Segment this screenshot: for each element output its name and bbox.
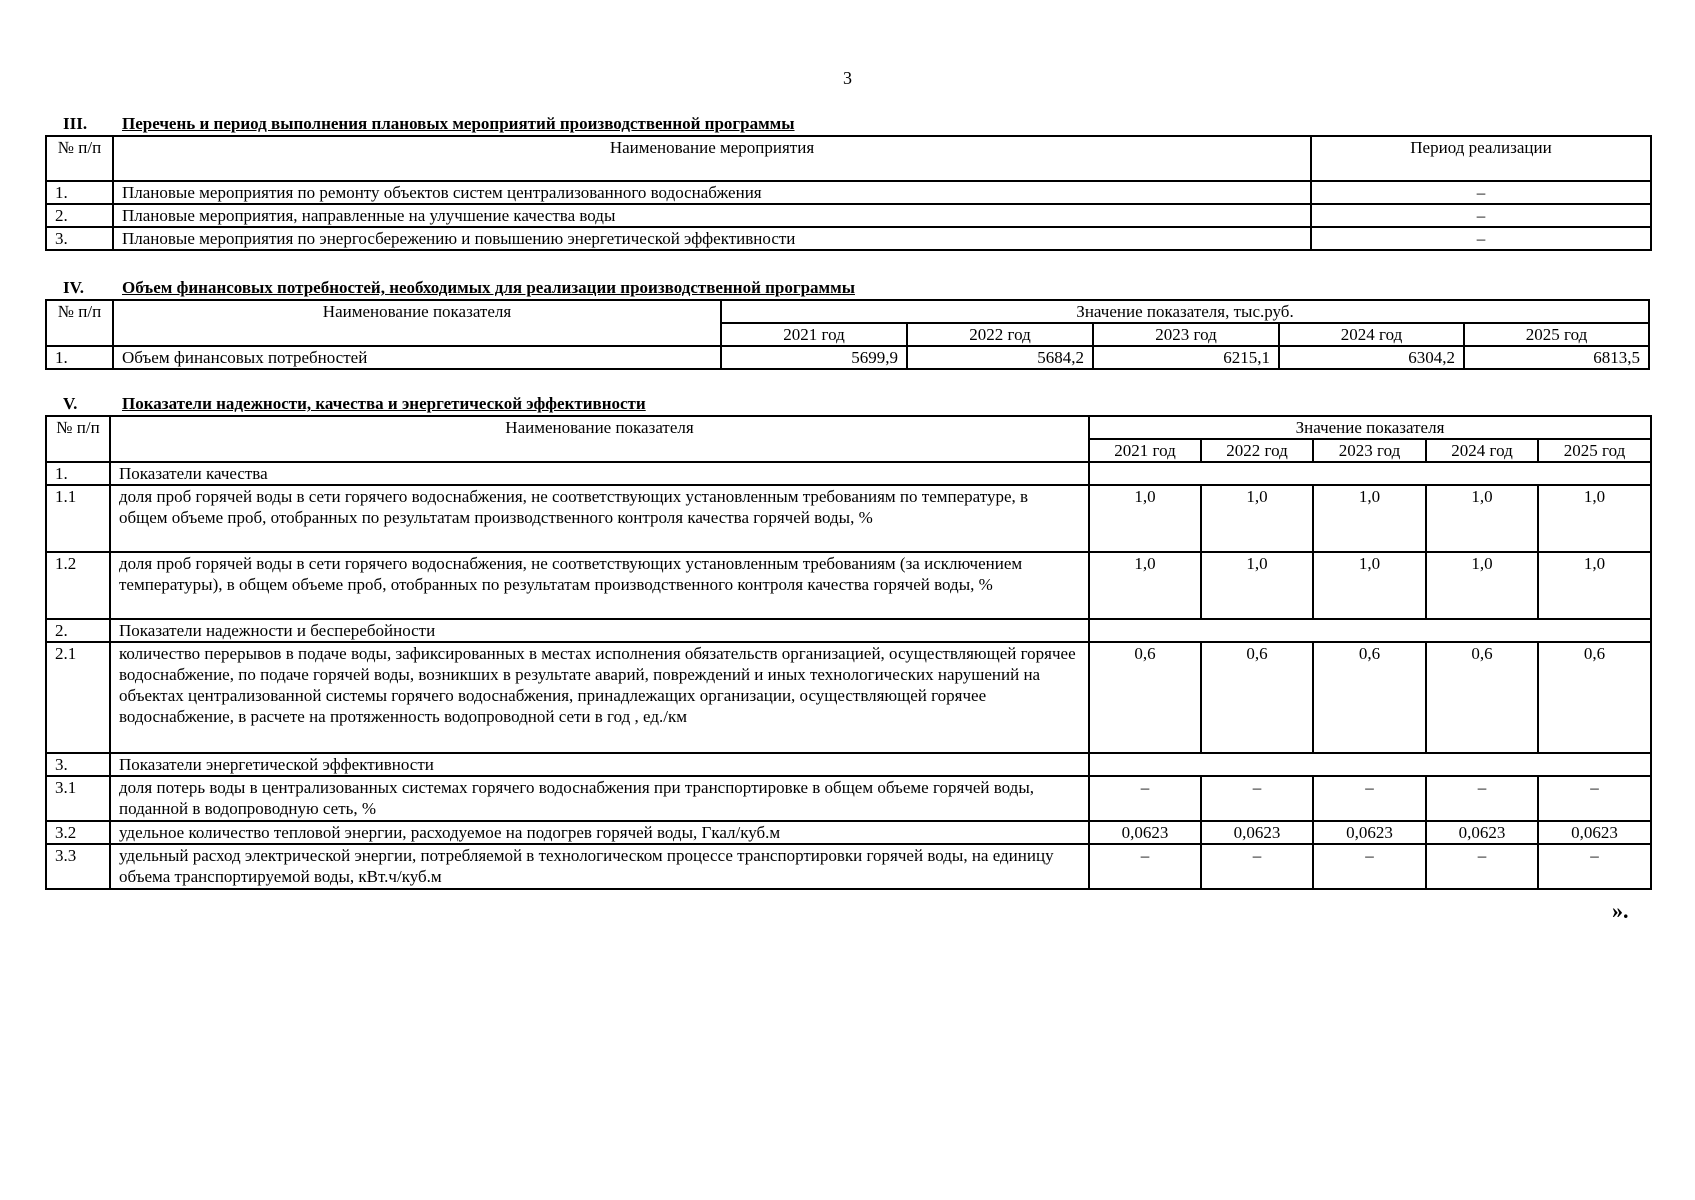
row-value: –: [1089, 844, 1201, 889]
table-row: [46, 227, 1651, 250]
section-5-title: Показатели надежности, качества и энергетической эффективности: [122, 394, 646, 413]
col-header-activity: Наименование мероприятия: [113, 136, 1311, 181]
table-row: [46, 485, 1651, 552]
row-value: –: [1313, 844, 1426, 889]
row-value: 1,0: [1201, 552, 1313, 619]
section-3-heading: [63, 114, 795, 134]
year-header: 2025 год: [1464, 323, 1649, 346]
col-header-period: Период реализации: [1311, 136, 1651, 181]
row-value: 1,0: [1201, 485, 1313, 552]
table-row: [46, 642, 1651, 753]
row-value: –: [1201, 844, 1313, 889]
row-value: 0,0623: [1426, 821, 1538, 844]
row-value: 0,6: [1089, 642, 1201, 753]
year-header: 2023 год: [1313, 439, 1426, 462]
row-value: 5684,2: [907, 346, 1093, 369]
section-3-header-row: [46, 136, 1651, 181]
section-5-number: V.: [63, 394, 78, 413]
table-row: [46, 204, 1651, 227]
table-row: [46, 844, 1651, 889]
col-header-value-group: Значение показателя, тыс.руб.: [721, 300, 1649, 323]
row-value: 1,0: [1089, 552, 1201, 619]
row-num: 2.: [46, 204, 113, 227]
row-num: 1.: [46, 346, 113, 369]
row-value: –: [1426, 776, 1538, 821]
row-value: 0,6: [1426, 642, 1538, 753]
col-header-value-group: Значение показателя: [1089, 416, 1651, 439]
row-value: 6215,1: [1093, 346, 1279, 369]
row-num: 3.2: [46, 821, 110, 844]
row-value: 0,0623: [1313, 821, 1426, 844]
empty-value-cell: [1089, 462, 1651, 485]
row-value: –: [1313, 776, 1426, 821]
row-value: –: [1201, 776, 1313, 821]
row-period: –: [1311, 204, 1651, 227]
row-activity: Плановые мероприятия, направленные на улучшение качества воды: [113, 204, 1311, 227]
section-3-title: Перечень и период выполнения плановых мероприятий производственной программы: [122, 114, 795, 133]
row-value: 1,0: [1313, 485, 1426, 552]
row-value: 0,6: [1313, 642, 1426, 753]
col-header-num: № п/п: [46, 416, 110, 462]
section-5-table: [45, 415, 1652, 890]
group-row: [46, 462, 1651, 485]
row-num: 3.: [46, 227, 113, 250]
row-period: –: [1311, 227, 1651, 250]
table-row: [46, 776, 1651, 821]
row-num: 3.: [46, 753, 110, 776]
section-4-title: Объем финансовых потребностей, необходимых для реализации производственной программы: [122, 278, 855, 297]
table-row: [46, 181, 1651, 204]
section-4-heading: [63, 278, 855, 298]
col-header-num: № п/п: [46, 136, 113, 181]
row-value: 0,0623: [1538, 821, 1651, 844]
row-indicator: Объем финансовых потребностей: [113, 346, 721, 369]
row-value: –: [1538, 776, 1651, 821]
row-indicator: удельное количество тепловой энергии, расходуемое на подогрев горячей воды, Гкал/куб.м: [110, 821, 1089, 844]
year-header: 2021 год: [1089, 439, 1201, 462]
year-header: 2021 год: [721, 323, 907, 346]
col-header-indicator: Наименование показателя: [113, 300, 721, 346]
section-3-table: [45, 135, 1652, 251]
col-header-num: № п/п: [46, 300, 113, 346]
row-num: 3.3: [46, 844, 110, 889]
row-indicator: доля потерь воды в централизованных системах горячего водоснабжения при транспортировке в общем объеме горячей воды, поданной в водопроводную сеть, %: [110, 776, 1089, 821]
section-3-number: III.: [63, 114, 88, 133]
empty-value-cell: [1089, 619, 1651, 642]
row-value: 6304,2: [1279, 346, 1464, 369]
year-header: 2024 год: [1426, 439, 1538, 462]
year-header: 2023 год: [1093, 323, 1279, 346]
col-header-indicator: Наименование показателя: [110, 416, 1089, 462]
group-row: [46, 753, 1651, 776]
row-num: 1.: [46, 462, 110, 485]
row-num: 3.1: [46, 776, 110, 821]
row-value: –: [1538, 844, 1651, 889]
row-period: –: [1311, 181, 1651, 204]
table-row: [46, 346, 1649, 369]
row-value: 1,0: [1538, 552, 1651, 619]
row-indicator: количество перерывов в подаче воды, зафиксированных в местах исполнения обязательств организацией, осуществляющей горячее водоснабжение, по подаче горячей воды, возникших в результате аварий, повреждений и иных технологических нарушений на объектах централизованной системы горячего водоснабжения, принадлежащих организации, осуществляющей горячее водоснабжение, в расчете на протяженность водопроводной сети в год , ед./км: [110, 642, 1089, 753]
row-activity: Плановые мероприятия по ремонту объектов систем централизованного водоснабжения: [113, 181, 1311, 204]
table-row: [46, 552, 1651, 619]
row-num: 1.1: [46, 485, 110, 552]
row-indicator: доля проб горячей воды в сети горячего водоснабжения, не соответствующих установленным требованиям (за исключением температуры), в общем объеме проб, отобранных по результатам производственного контроля качества горячей воды, %: [110, 552, 1089, 619]
row-value: 1,0: [1313, 552, 1426, 619]
year-header: 2024 год: [1279, 323, 1464, 346]
closing-quote-mark: ».: [1612, 898, 1629, 923]
group-row: [46, 619, 1651, 642]
empty-value-cell: [1089, 753, 1651, 776]
row-value: 1,0: [1426, 552, 1538, 619]
row-num: 2.: [46, 619, 110, 642]
year-header: 2022 год: [907, 323, 1093, 346]
table-row: [46, 821, 1651, 844]
year-header: 2022 год: [1201, 439, 1313, 462]
row-value: 0,0623: [1201, 821, 1313, 844]
row-num: 1.: [46, 181, 113, 204]
row-indicator: Показатели качества: [110, 462, 1089, 485]
section-4-number: IV.: [63, 278, 84, 297]
row-indicator: доля проб горячей воды в сети горячего водоснабжения, не соответствующих установленным требованиям по температуре, в общем объеме проб, отобранных по результатам производственного контроля качества горячей воды, %: [110, 485, 1089, 552]
row-value: 0,6: [1538, 642, 1651, 753]
section-4-header-row: [46, 300, 1649, 323]
page-number: 3: [843, 68, 852, 88]
section-5-header-row: [46, 416, 1651, 439]
row-value: 6813,5: [1464, 346, 1649, 369]
row-value: 0,0623: [1089, 821, 1201, 844]
year-header: 2025 год: [1538, 439, 1651, 462]
row-value: –: [1426, 844, 1538, 889]
row-value: 5699,9: [721, 346, 907, 369]
row-indicator: Показатели энергетической эффективности: [110, 753, 1089, 776]
row-num: 1.2: [46, 552, 110, 619]
section-4-table: [45, 299, 1650, 370]
row-num: 2.1: [46, 642, 110, 753]
row-activity: Плановые мероприятия по энергосбережению и повышению энергетической эффективности: [113, 227, 1311, 250]
row-value: 1,0: [1538, 485, 1651, 552]
row-value: 0,6: [1201, 642, 1313, 753]
row-indicator: Показатели надежности и бесперебойности: [110, 619, 1089, 642]
row-value: 1,0: [1089, 485, 1201, 552]
row-value: 1,0: [1426, 485, 1538, 552]
row-value: –: [1089, 776, 1201, 821]
section-5-heading: [63, 394, 646, 414]
row-indicator: удельный расход электрической энергии, потребляемой в технологическом процессе транспортировки горячей воды, на единицу объема транспортируемой воды, кВт.ч/куб.м: [110, 844, 1089, 889]
